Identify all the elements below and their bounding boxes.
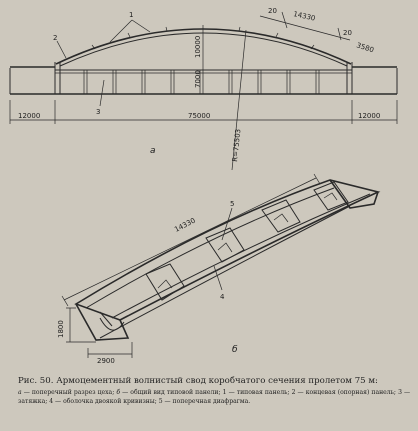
dim-radius: R=75503 [231, 128, 243, 163]
transverse-diaphragms [146, 182, 348, 300]
caption-figure-label: Рис. 50. [18, 376, 54, 386]
legend-item: 4 — оболочка двоякой кривизны; [49, 398, 157, 405]
caption-title-line [18, 376, 410, 387]
dim-left-span: 12000 [18, 112, 41, 120]
callout-1: 1 [129, 11, 134, 19]
callout-4: 4 [220, 293, 225, 301]
panel-perspective-drawing [57, 174, 378, 365]
width-dim-line [88, 342, 132, 358]
dim-right-span: 12000 [358, 112, 381, 120]
legend-item: 2 — концевая (опорная) панель; [291, 389, 396, 396]
figure-caption [18, 376, 410, 406]
panel-shell-outline [76, 180, 378, 320]
caption-title: Армоцементный волнистый свод коробчатого сечения пролетом 75 м: [56, 376, 378, 386]
panel-bottom-curve [100, 206, 350, 338]
dim-chord: 20 [268, 7, 277, 15]
vault-inner [60, 33, 347, 66]
dim-main-span: 75000 [188, 112, 211, 120]
dim-chord-2: 20 [343, 29, 352, 37]
legend-item: а — поперечный разрез цеха; [18, 389, 115, 396]
leader-2 [57, 41, 66, 58]
callout-2: 2 [53, 34, 58, 42]
legend-item: б — общий вид типовой панели; [116, 389, 221, 396]
legend-item: 3 — затяжка; [18, 389, 411, 405]
legend-item: 1 — типовая панель; [222, 389, 290, 396]
panel-label-a: а [150, 146, 156, 156]
caption-legend [18, 388, 410, 406]
dim-column-height: 7000 [194, 70, 202, 88]
outer-walls [10, 68, 397, 94]
callout-3: 3 [96, 108, 101, 116]
cross-section-drawing [10, 7, 397, 170]
vault-outer [56, 29, 351, 64]
panel-inner-edge-right [112, 194, 370, 318]
columns [55, 62, 352, 94]
panel-label-b: б [232, 345, 238, 355]
panel-inner-edge-left [86, 188, 334, 308]
dim-panel-length: 14330 [292, 10, 317, 23]
dim-width: 2900 [97, 357, 115, 365]
leader-3 [100, 80, 104, 106]
legend-item: 5 — поперечная диафрагма. [158, 398, 251, 405]
dim-length: 14330 [173, 216, 197, 234]
dim-end-segment: 3580 [355, 41, 375, 55]
dim-height: 1800 [57, 320, 65, 338]
dim-arch-rise: 10000 [194, 35, 202, 58]
callout-5: 5 [230, 200, 235, 208]
